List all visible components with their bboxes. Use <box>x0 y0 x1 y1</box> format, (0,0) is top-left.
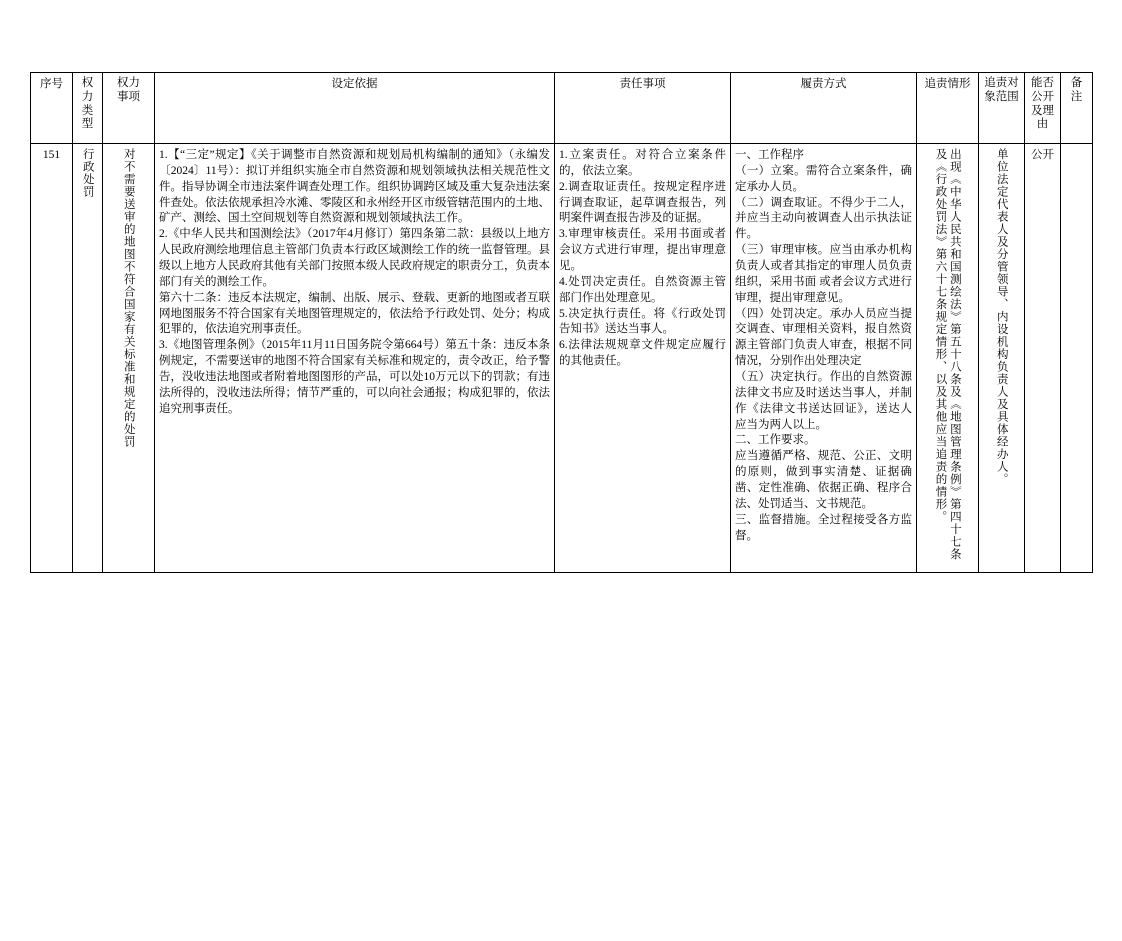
basis-paragraph-3: 第六十二条：违反本法规定，编制、出版、展示、登载、更新的地图或者互联网地图服务不符合国家有关地图管理规定的，依法给予行政处罚、处分；构成犯罪的，依法追究刑事责任。 <box>159 291 550 336</box>
cell-public <box>1025 144 1061 573</box>
cell-seq: 151 <box>31 144 73 573</box>
header-accountability: 追责情形 <box>917 73 979 144</box>
way-paragraph-1: 一、工作程序 <box>735 149 804 161</box>
header-power-type-label: 权力类型 <box>81 77 94 131</box>
accountability-text: 出现《中华人民共和国测绘法》第五十八条及《地图管理条例》第四十七条及《行政处罚法》第六十七条规定情形、以及其他应当追责的情形。 <box>934 148 961 561</box>
way-paragraph-8: 应当遵循严格、规范、公正、文明的原则，做到事实清楚、证据确凿、定性准确、依据正确、程序合法、处罚适当、文书规范。 <box>735 450 912 510</box>
cell-power-type <box>73 144 103 573</box>
duty-item-6: 6.法律法规规章文件规定应履行的其他责任。 <box>559 339 726 368</box>
cell-duty <box>555 144 731 573</box>
cell-remark <box>1061 144 1093 573</box>
header-basis: 设定依据 <box>155 73 555 144</box>
duty-item-3: 3.审理审核责任。采用书面或者会议方式进行审理，提出审理意见。 <box>559 228 726 273</box>
way-paragraph-2: （一）立案。需符合立案条件，确定承办人员。 <box>735 164 912 193</box>
public-text: 公开 <box>1031 149 1054 161</box>
header-public <box>1025 73 1061 144</box>
table-header-row <box>31 73 1093 144</box>
cell-basis <box>155 144 555 573</box>
duty-item-1: 1.立案责任。对符合立案条件的，依法立案。 <box>559 149 726 177</box>
header-seq: 序号 <box>31 73 73 144</box>
header-remark-label: 备注 <box>1070 77 1083 103</box>
scope-text: 单位法定代表人及分管领导、内设机构负责人及具体经办人。 <box>995 148 1008 486</box>
header-remark <box>1061 73 1093 144</box>
power-list-table <box>30 72 1093 573</box>
duty-item-4: 4.处罚决定责任。自然资源主管部门作出处理意见。 <box>559 275 726 304</box>
header-duty: 责任事项 <box>555 73 731 144</box>
way-paragraph-6: （五）决定执行。作出的自然资源法律文书应及时送达当事人，并制作《法律文书送达回证》，送达人应当为两人以上。 <box>735 371 912 431</box>
duty-item-2: 2.调查取证责任。按规定程序进行调查取证，起草调查报告，列明案件调查报告涉及的证据。 <box>559 180 726 225</box>
header-power-item-label: 权力事项 <box>116 77 140 103</box>
way-paragraph-3: （二）调查取证。不得少于二人，并应当主动向被调查人出示执法证件。 <box>735 196 912 241</box>
header-way: 履责方式 <box>731 73 917 144</box>
way-paragraph-4: （三）审理审核。应当由承办机构负责人或者其指定的审理人员负责组织，采用书面 或者会议方式进行审理，提出审理意见。 <box>735 244 912 304</box>
basis-paragraph-4: 3.《地图管理条例》（2015年11月11日国务院令第664号）第五十条：违反本条例规定，不需要送审的地图不符合国家有关标准和规定的，责令改正，给予警告，没收违法地图或者附着地图图形的产品，可以处10万元以下的罚款；有违法所得的，没收违法所得；情节严重的，可以向社会通报；构成犯罪的，依法追究刑事责任。 <box>159 339 550 415</box>
cell-scope <box>979 144 1025 573</box>
cell-accountability <box>917 144 979 573</box>
power-type-text: 行政处罚 <box>81 148 94 198</box>
way-paragraph-5: （四）处罚决定。承办人员应当提交调查、审理相关资料，报自然资源主管部门负责人审查，根据不同情况，分别作出处理决定 <box>735 307 912 368</box>
basis-paragraph-1: 1.【“三定”规定】《关于调整市自然资源和规划局机构编制的通知》（永编发〔2024〕11号）：拟订并组织实施全市自然资源和规划领域执法相关规范性文件。指导协调全市违法案件调查处理工作。组织协调跨区域及重大复杂违法案件查处。依法依规承担冷水滩、零陵区和永州经开区市级管辖范围内的土地、矿产、测绘、国土空间规划等自然资源和规划领域执法工作。 <box>159 149 550 225</box>
header-scope-label: 追责对象范围 <box>984 77 1019 103</box>
table-row <box>31 144 1093 573</box>
basis-paragraph-2: 2.《中华人民共和国测绘法》（2017年4月修订）第四条第二款：县级以上地方人民政府测绘地理信息主管部门负责本行政区域测绘工作的统一监督管理。县级以上地方人民政府其他有关部门按照本级人民政府规定的职责分工，负责本部门有关的测绘工作。 <box>159 228 550 288</box>
power-item-text: 对不需要送审的地图不符合国家有关标准和规定的处罚 <box>122 148 135 448</box>
duty-item-5: 5.决定执行责任。将《行政处罚告知书》送达当事人。 <box>559 307 726 336</box>
way-paragraph-9: 三、监督措施。全过程接受各方监督。 <box>735 513 912 542</box>
header-public-label: 能否公开及理由 <box>1030 77 1054 131</box>
header-power-item <box>103 73 155 144</box>
header-power-type <box>73 73 103 144</box>
cell-way <box>731 144 917 573</box>
way-paragraph-7: 二、工作要求。 <box>735 434 816 447</box>
header-scope <box>979 73 1025 144</box>
cell-power-item <box>103 144 155 573</box>
